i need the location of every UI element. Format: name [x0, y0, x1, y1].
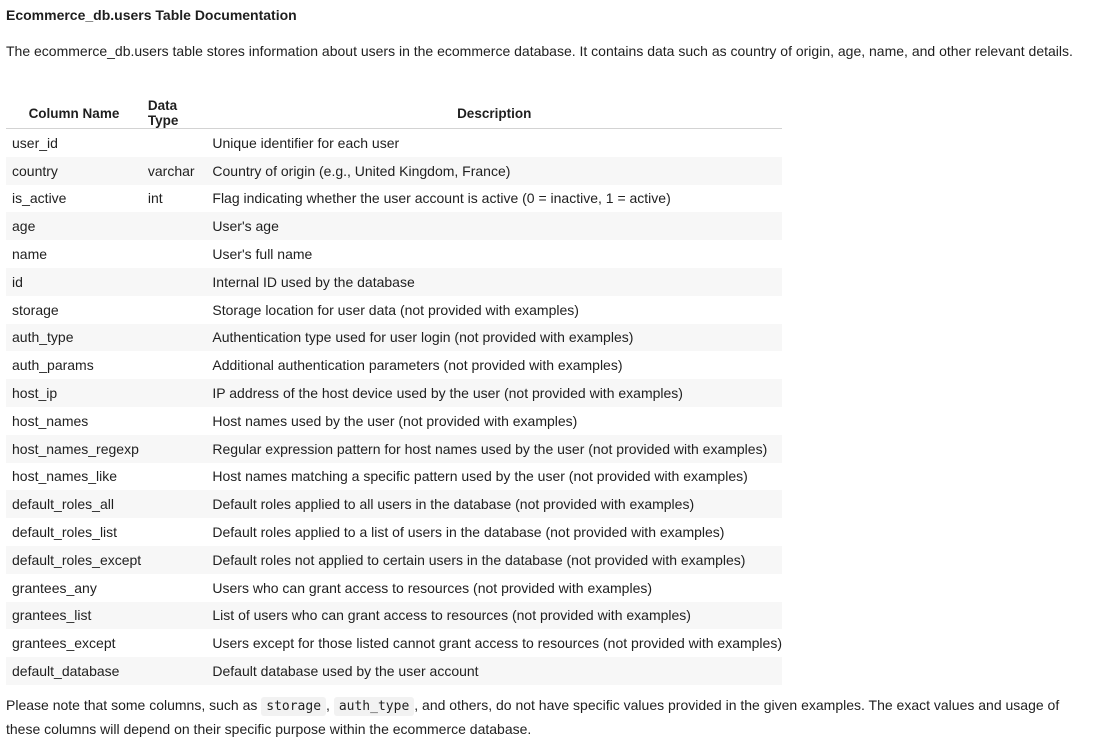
cell-column-name: country — [6, 157, 142, 185]
table-row — [6, 490, 782, 518]
columns-table — [6, 98, 782, 685]
cell-data-type — [142, 602, 207, 630]
cell-description: Additional authentication parameters (not provided with examples) — [212, 357, 623, 374]
table-row — [6, 157, 782, 185]
cell-description: Authentication type used for user login (not provided with examples) — [206, 324, 782, 352]
cell-data-type — [142, 407, 207, 435]
table-row — [6, 212, 782, 240]
cell-data-type — [142, 435, 207, 463]
cell-description: Flag indicating whether the user account is active (0 = inactive, 1 = active) — [212, 190, 671, 207]
cell-description: Host names used by the user (not provided with examples) — [212, 412, 578, 429]
cell-description: User's full name — [212, 246, 313, 263]
table-row — [6, 324, 782, 352]
cell-data-type — [142, 351, 207, 379]
cell-description: Unique identifier for each user — [212, 134, 400, 151]
cell-data-type — [142, 379, 207, 407]
cell-data-type — [142, 463, 207, 491]
table-row — [6, 296, 782, 324]
cell-data-type — [142, 324, 207, 352]
cell-column-name: host_names_regexp — [6, 435, 142, 463]
cell-description: Default database used by the user account — [206, 657, 782, 685]
cell-description: Default roles not applied to certain users in the database (not provided with examples) — [206, 546, 782, 574]
cell-column-name: default_roles_list — [12, 524, 118, 541]
cell-column-name: is_active — [12, 190, 67, 207]
table-row — [6, 185, 782, 213]
page-title: Ecommerce_db.users Table Documentation — [6, 7, 297, 23]
cell-data-type — [142, 629, 207, 657]
cell-data-type — [142, 518, 207, 546]
cell-data-type — [142, 657, 207, 685]
cell-data-type — [142, 546, 207, 574]
inline-code-auth-type: auth_type — [334, 697, 414, 716]
cell-column-name: default_roles_all — [6, 490, 142, 518]
cell-column-name: storage — [12, 301, 59, 318]
cell-data-type — [142, 240, 207, 268]
cell-column-name: host_names — [12, 412, 89, 429]
cell-column-name: id — [6, 268, 142, 296]
cell-description: List of users who can grant access to resources (not provided with examples) — [206, 602, 782, 630]
cell-data-type — [142, 129, 207, 157]
header-description: Description — [206, 98, 782, 129]
cell-column-name: host_names_like — [12, 468, 118, 485]
table-body — [6, 129, 782, 685]
cell-description: Country of origin (e.g., United Kingdom, France) — [206, 157, 782, 185]
cell-column-name: grantees_any — [12, 579, 97, 596]
cell-data-type — [142, 212, 207, 240]
cell-description: Default roles applied to all users in the database (not provided with examples) — [206, 490, 782, 518]
table-row — [6, 379, 782, 407]
cell-data-type — [142, 574, 207, 602]
cell-data-type — [142, 490, 207, 518]
cell-data-type: int — [147, 190, 163, 207]
note-text-end: , and others, do not have specific values provided in the given examples. The exact values and usage of these columns will depend on their specific purpose within the ecommerce database. — [6, 697, 1060, 737]
cell-description: Storage location for user data (not provided with examples) — [212, 301, 579, 318]
cell-description: User's age — [206, 212, 782, 240]
cell-column-name: host_ip — [6, 379, 142, 407]
note-text-start: Please note that some columns, such as — [6, 697, 262, 713]
cell-column-name: auth_params — [12, 357, 94, 374]
table-row — [6, 240, 782, 268]
cell-description: Regular expression pattern for host names used by the user (not provided with examples) — [206, 435, 782, 463]
table-row — [6, 463, 782, 491]
table-row — [6, 268, 782, 296]
cell-column-name: age — [6, 212, 142, 240]
cell-column-name: grantees_list — [6, 602, 142, 630]
table-header-row — [6, 98, 782, 129]
cell-description: Internal ID used by the database — [206, 268, 782, 296]
cell-description: Host names matching a specific pattern used by the user (not provided with examples) — [212, 468, 748, 485]
table-row — [6, 351, 782, 379]
cell-column-name: name — [12, 246, 48, 263]
cell-description: Users who can grant access to resources (not provided with examples) — [212, 579, 653, 596]
intro-paragraph: The ecommerce_db.users table stores information about users in the ecommerce database. It contains data such as country of origin, age, name, and other relevant details. — [6, 43, 1073, 59]
table-row — [6, 129, 782, 157]
header-column-name: Column Name — [6, 98, 142, 129]
cell-data-type: varchar — [142, 157, 207, 185]
table-row — [6, 574, 782, 602]
note-paragraph — [6, 694, 1094, 740]
cell-data-type — [142, 268, 207, 296]
table-row — [6, 407, 782, 435]
cell-column-name: default_database — [6, 657, 142, 685]
cell-column-name: user_id — [12, 134, 58, 151]
cell-description: IP address of the host device used by the user (not provided with examples) — [206, 379, 782, 407]
cell-column-name: default_roles_except — [6, 546, 142, 574]
table-row — [6, 546, 782, 574]
header-data-type: Data Type — [142, 98, 207, 129]
inline-code-storage: storage — [261, 697, 326, 716]
note-separator: , — [326, 697, 334, 713]
table-row — [6, 518, 782, 546]
cell-description: Default roles applied to a list of users in the database (not provided with examples) — [212, 524, 725, 541]
cell-data-type — [142, 296, 207, 324]
cell-column-name: auth_type — [6, 324, 142, 352]
table-row — [6, 435, 782, 463]
table-row — [6, 602, 782, 630]
cell-column-name: grantees_except — [12, 635, 116, 652]
cell-description: Users except for those listed cannot grant access to resources (not provided with examples) — [212, 635, 782, 652]
table-row — [6, 657, 782, 685]
table-row — [6, 629, 782, 657]
